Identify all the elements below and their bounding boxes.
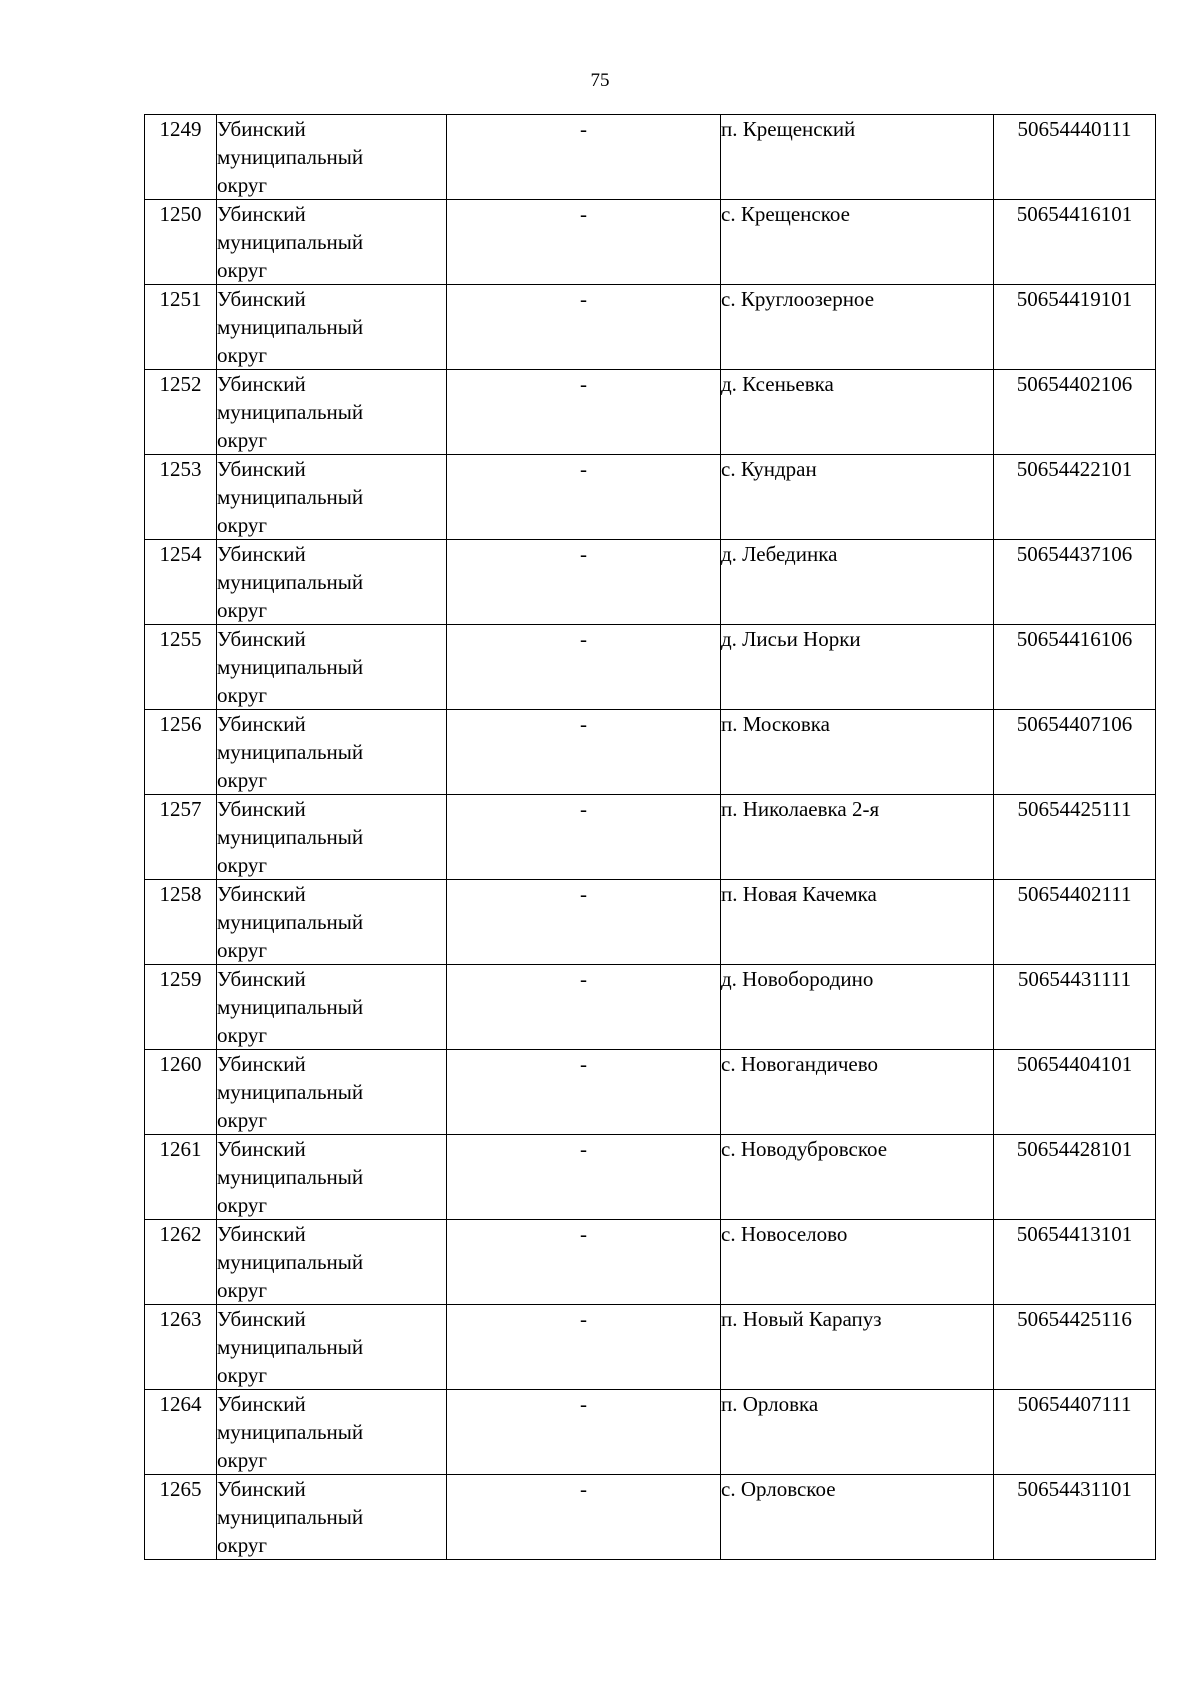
code-cell <box>994 880 1156 965</box>
municipality-cell <box>447 370 721 455</box>
row-number-cell <box>145 880 217 965</box>
district-cell <box>217 1220 447 1305</box>
district-name-line3: округ <box>217 343 268 367</box>
code-cell <box>994 795 1156 880</box>
table-row <box>145 1220 1156 1305</box>
district-name-line1: Убинский <box>217 117 306 141</box>
settlement-cell <box>721 1475 994 1560</box>
district-cell <box>217 455 447 540</box>
municipality-value: - <box>580 287 587 311</box>
oktmo-code: 50654431101 <box>1017 1477 1132 1501</box>
municipality-value: - <box>580 882 587 906</box>
row-number: 1260 <box>159 1052 202 1076</box>
district-cell <box>217 370 447 455</box>
district-cell <box>217 115 447 200</box>
municipality-cell <box>447 455 721 540</box>
table-row <box>145 795 1156 880</box>
code-cell <box>994 1390 1156 1475</box>
settlement-name: д. Лисьи Норки <box>721 627 861 651</box>
row-number-cell <box>145 455 217 540</box>
code-cell <box>994 1475 1156 1560</box>
settlement-cell <box>721 880 994 965</box>
district-cell <box>217 880 447 965</box>
code-cell <box>994 115 1156 200</box>
row-number-cell <box>145 115 217 200</box>
table-row <box>145 540 1156 625</box>
district-name-line1: Убинский <box>217 542 306 566</box>
district-name-line3: округ <box>217 1533 268 1557</box>
row-number-cell <box>145 1475 217 1560</box>
table-row <box>145 965 1156 1050</box>
settlement-name: д. Ксеньевка <box>721 372 834 396</box>
district-name-line1: Убинский <box>217 1307 306 1331</box>
district-name-line3: округ <box>217 1023 268 1047</box>
district-name-line2: муниципальный <box>217 910 364 934</box>
oktmo-code: 50654431111 <box>1017 967 1132 991</box>
oktmo-code: 50654416101 <box>1016 202 1133 226</box>
district-name-line2: муниципальный <box>217 145 364 169</box>
table-row <box>145 1475 1156 1560</box>
settlement-cell <box>721 1305 994 1390</box>
municipality-value: - <box>580 1052 587 1076</box>
code-cell <box>994 965 1156 1050</box>
row-number-cell <box>145 795 217 880</box>
row-number: 1256 <box>159 712 202 736</box>
district-name-line1: Убинский <box>217 967 306 991</box>
municipality-value: - <box>580 457 587 481</box>
municipality-cell <box>447 1135 721 1220</box>
table-row <box>145 455 1156 540</box>
district-cell <box>217 1475 447 1560</box>
district-name-line3: округ <box>217 513 268 537</box>
table-row <box>145 370 1156 455</box>
district-name-line3: округ <box>217 853 268 877</box>
district-cell <box>217 710 447 795</box>
code-cell <box>994 540 1156 625</box>
district-name-line3: округ <box>217 1108 268 1132</box>
municipality-cell <box>447 880 721 965</box>
district-name-line3: округ <box>217 1193 268 1217</box>
district-name-line2: муниципальный <box>217 1505 364 1529</box>
district-name-line2: муниципальный <box>217 1420 364 1444</box>
district-name-line3: округ <box>217 1278 268 1302</box>
district-name-line1: Убинский <box>217 882 306 906</box>
row-number-cell <box>145 625 217 710</box>
district-name-line2: муниципальный <box>217 400 364 424</box>
district-name-line1: Убинский <box>217 627 306 651</box>
district-cell <box>217 1050 447 1135</box>
municipality-value: - <box>580 1222 587 1246</box>
row-number: 1257 <box>159 797 202 821</box>
code-cell <box>994 285 1156 370</box>
settlement-name: с. Новогандичево <box>721 1052 879 1076</box>
row-number-cell <box>145 1305 217 1390</box>
municipality-cell <box>447 965 721 1050</box>
settlement-name: д. Новобородино <box>721 967 874 991</box>
oktmo-code: 50654404101 <box>1016 1052 1133 1076</box>
settlement-name: п. Орловка <box>721 1392 819 1416</box>
settlement-cell <box>721 1220 994 1305</box>
district-name-line1: Убинский <box>217 287 306 311</box>
settlement-cell <box>721 1135 994 1220</box>
municipality-value: - <box>580 542 587 566</box>
settlement-cell <box>721 285 994 370</box>
municipality-cell <box>447 200 721 285</box>
row-number-cell <box>145 370 217 455</box>
municipality-cell <box>447 540 721 625</box>
settlement-cell <box>721 370 994 455</box>
municipality-value: - <box>580 202 587 226</box>
row-number: 1265 <box>159 1477 202 1501</box>
code-cell <box>994 200 1156 285</box>
row-number: 1259 <box>159 967 202 991</box>
row-number: 1262 <box>159 1222 202 1246</box>
row-number-cell <box>145 1390 217 1475</box>
row-number: 1252 <box>159 372 202 396</box>
row-number: 1255 <box>159 627 202 651</box>
oktmo-code: 50654413101 <box>1016 1222 1133 1246</box>
district-cell <box>217 795 447 880</box>
row-number: 1253 <box>159 457 202 481</box>
municipality-value: - <box>580 372 587 396</box>
code-cell <box>994 710 1156 795</box>
district-name-line2: муниципальный <box>217 740 364 764</box>
row-number-cell <box>145 1050 217 1135</box>
district-name-line2: муниципальный <box>217 995 364 1019</box>
district-name-line3: округ <box>217 258 268 282</box>
settlement-name: с. Круглоозерное <box>721 287 875 311</box>
row-number-cell <box>145 200 217 285</box>
table-row <box>145 1390 1156 1475</box>
district-name-line1: Убинский <box>217 1477 306 1501</box>
municipality-cell <box>447 1475 721 1560</box>
settlement-cell <box>721 625 994 710</box>
row-number: 1264 <box>159 1392 202 1416</box>
district-name-line2: муниципальный <box>217 1080 364 1104</box>
settlement-cell <box>721 540 994 625</box>
settlement-cell <box>721 795 994 880</box>
district-name-line2: муниципальный <box>217 1165 364 1189</box>
code-cell <box>994 1135 1156 1220</box>
settlement-name: с. Новодубровское <box>721 1137 888 1161</box>
district-name-line1: Убинский <box>217 1222 306 1246</box>
row-number: 1251 <box>159 287 202 311</box>
district-name-line1: Убинский <box>217 457 306 481</box>
municipality-value: - <box>580 1392 587 1416</box>
code-cell <box>994 625 1156 710</box>
row-number-cell <box>145 540 217 625</box>
district-name-line3: округ <box>217 1363 268 1387</box>
code-cell <box>994 370 1156 455</box>
code-cell <box>994 1305 1156 1390</box>
row-number-cell <box>145 965 217 1050</box>
municipality-cell <box>447 625 721 710</box>
municipality-value: - <box>580 1477 587 1501</box>
settlement-name: п. Московка <box>721 712 830 736</box>
settlement-name: п. Николаевка 2-я <box>721 797 880 821</box>
settlement-cell <box>721 455 994 540</box>
municipality-value: - <box>580 627 587 651</box>
table-row <box>145 1305 1156 1390</box>
district-name-line2: муниципальный <box>217 1250 364 1274</box>
district-cell <box>217 1390 447 1475</box>
district-name-line3: округ <box>217 598 268 622</box>
municipality-value: - <box>580 712 587 736</box>
oktmo-code: 50654422101 <box>1016 457 1133 481</box>
row-number: 1249 <box>159 117 202 141</box>
settlement-cell <box>721 710 994 795</box>
district-name-line2: муниципальный <box>217 570 364 594</box>
row-number-cell <box>145 710 217 795</box>
settlement-name: с. Новоселово <box>721 1222 848 1246</box>
municipality-value: - <box>580 117 587 141</box>
code-cell <box>994 1220 1156 1305</box>
district-name-line3: округ <box>217 428 268 452</box>
municipality-value: - <box>580 967 587 991</box>
district-cell <box>217 200 447 285</box>
district-name-line3: округ <box>217 938 268 962</box>
settlement-name: с. Кундран <box>721 457 817 481</box>
district-cell <box>217 1305 447 1390</box>
row-number: 1258 <box>159 882 202 906</box>
district-name-line1: Убинский <box>217 372 306 396</box>
settlement-cell <box>721 115 994 200</box>
municipality-cell <box>447 285 721 370</box>
district-name-line2: муниципальный <box>217 315 364 339</box>
table-row <box>145 1135 1156 1220</box>
municipality-cell <box>447 1305 721 1390</box>
municipality-cell <box>447 1050 721 1135</box>
settlement-name: д. Лебединка <box>721 542 838 566</box>
district-name-line1: Убинский <box>217 712 306 736</box>
row-number: 1250 <box>159 202 202 226</box>
oktmo-code: 50654402111 <box>1017 882 1132 906</box>
table-row <box>145 880 1156 965</box>
district-cell <box>217 285 447 370</box>
municipality-cell <box>447 115 721 200</box>
municipality-value: - <box>580 1137 587 1161</box>
municipality-cell <box>447 1390 721 1475</box>
settlement-cell <box>721 965 994 1050</box>
settlement-name: п. Крещенский <box>721 117 856 141</box>
table-body <box>145 115 1156 1560</box>
page-number: 75 <box>590 70 610 91</box>
settlements-table <box>144 114 1156 1560</box>
district-cell <box>217 540 447 625</box>
oktmo-code: 50654407111 <box>1017 1392 1132 1416</box>
oktmo-code: 50654402106 <box>1016 372 1133 396</box>
table-row <box>145 1050 1156 1135</box>
district-cell <box>217 625 447 710</box>
table-row <box>145 710 1156 795</box>
district-name-line1: Убинский <box>217 1137 306 1161</box>
table-row <box>145 200 1156 285</box>
oktmo-code: 50654440111 <box>1017 117 1132 141</box>
settlement-name: п. Новая Качемка <box>721 882 877 906</box>
row-number-cell <box>145 285 217 370</box>
oktmo-code: 50654407106 <box>1016 712 1133 736</box>
district-name-line2: муниципальный <box>217 655 364 679</box>
row-number: 1254 <box>159 542 202 566</box>
district-name-line3: округ <box>217 683 268 707</box>
municipality-cell <box>447 795 721 880</box>
table-row <box>145 285 1156 370</box>
settlement-cell <box>721 200 994 285</box>
oktmo-code: 50654425116 <box>1017 1307 1132 1331</box>
settlement-name: с. Орловское <box>721 1477 836 1501</box>
code-cell <box>994 1050 1156 1135</box>
row-number-cell <box>145 1220 217 1305</box>
district-name-line1: Убинский <box>217 1052 306 1076</box>
settlement-name: с. Крещенское <box>721 202 850 226</box>
municipality-cell <box>447 1220 721 1305</box>
oktmo-code: 50654419101 <box>1016 287 1133 311</box>
district-cell <box>217 1135 447 1220</box>
district-name-line3: округ <box>217 173 268 197</box>
district-name-line2: муниципальный <box>217 230 364 254</box>
district-name-line1: Убинский <box>217 1392 306 1416</box>
oktmo-code: 50654425111 <box>1017 797 1132 821</box>
municipality-cell <box>447 710 721 795</box>
settlement-cell <box>721 1390 994 1475</box>
oktmo-code: 50654428101 <box>1016 1137 1133 1161</box>
oktmo-code: 50654437106 <box>1016 542 1133 566</box>
settlement-name: п. Новый Карапуз <box>721 1307 882 1331</box>
district-name-line2: муниципальный <box>217 825 364 849</box>
row-number: 1263 <box>159 1307 202 1331</box>
settlement-cell <box>721 1050 994 1135</box>
row-number-cell <box>145 1135 217 1220</box>
code-cell <box>994 455 1156 540</box>
district-name-line1: Убинский <box>217 202 306 226</box>
municipality-value: - <box>580 1307 587 1331</box>
district-name-line2: муниципальный <box>217 485 364 509</box>
oktmo-code: 50654416106 <box>1016 627 1133 651</box>
row-number: 1261 <box>159 1137 202 1161</box>
district-cell <box>217 965 447 1050</box>
district-name-line1: Убинский <box>217 797 306 821</box>
table-row <box>145 625 1156 710</box>
district-name-line2: муниципальный <box>217 1335 364 1359</box>
district-name-line3: округ <box>217 1448 268 1472</box>
table-row <box>145 115 1156 200</box>
district-name-line3: округ <box>217 768 268 792</box>
municipality-value: - <box>580 797 587 821</box>
